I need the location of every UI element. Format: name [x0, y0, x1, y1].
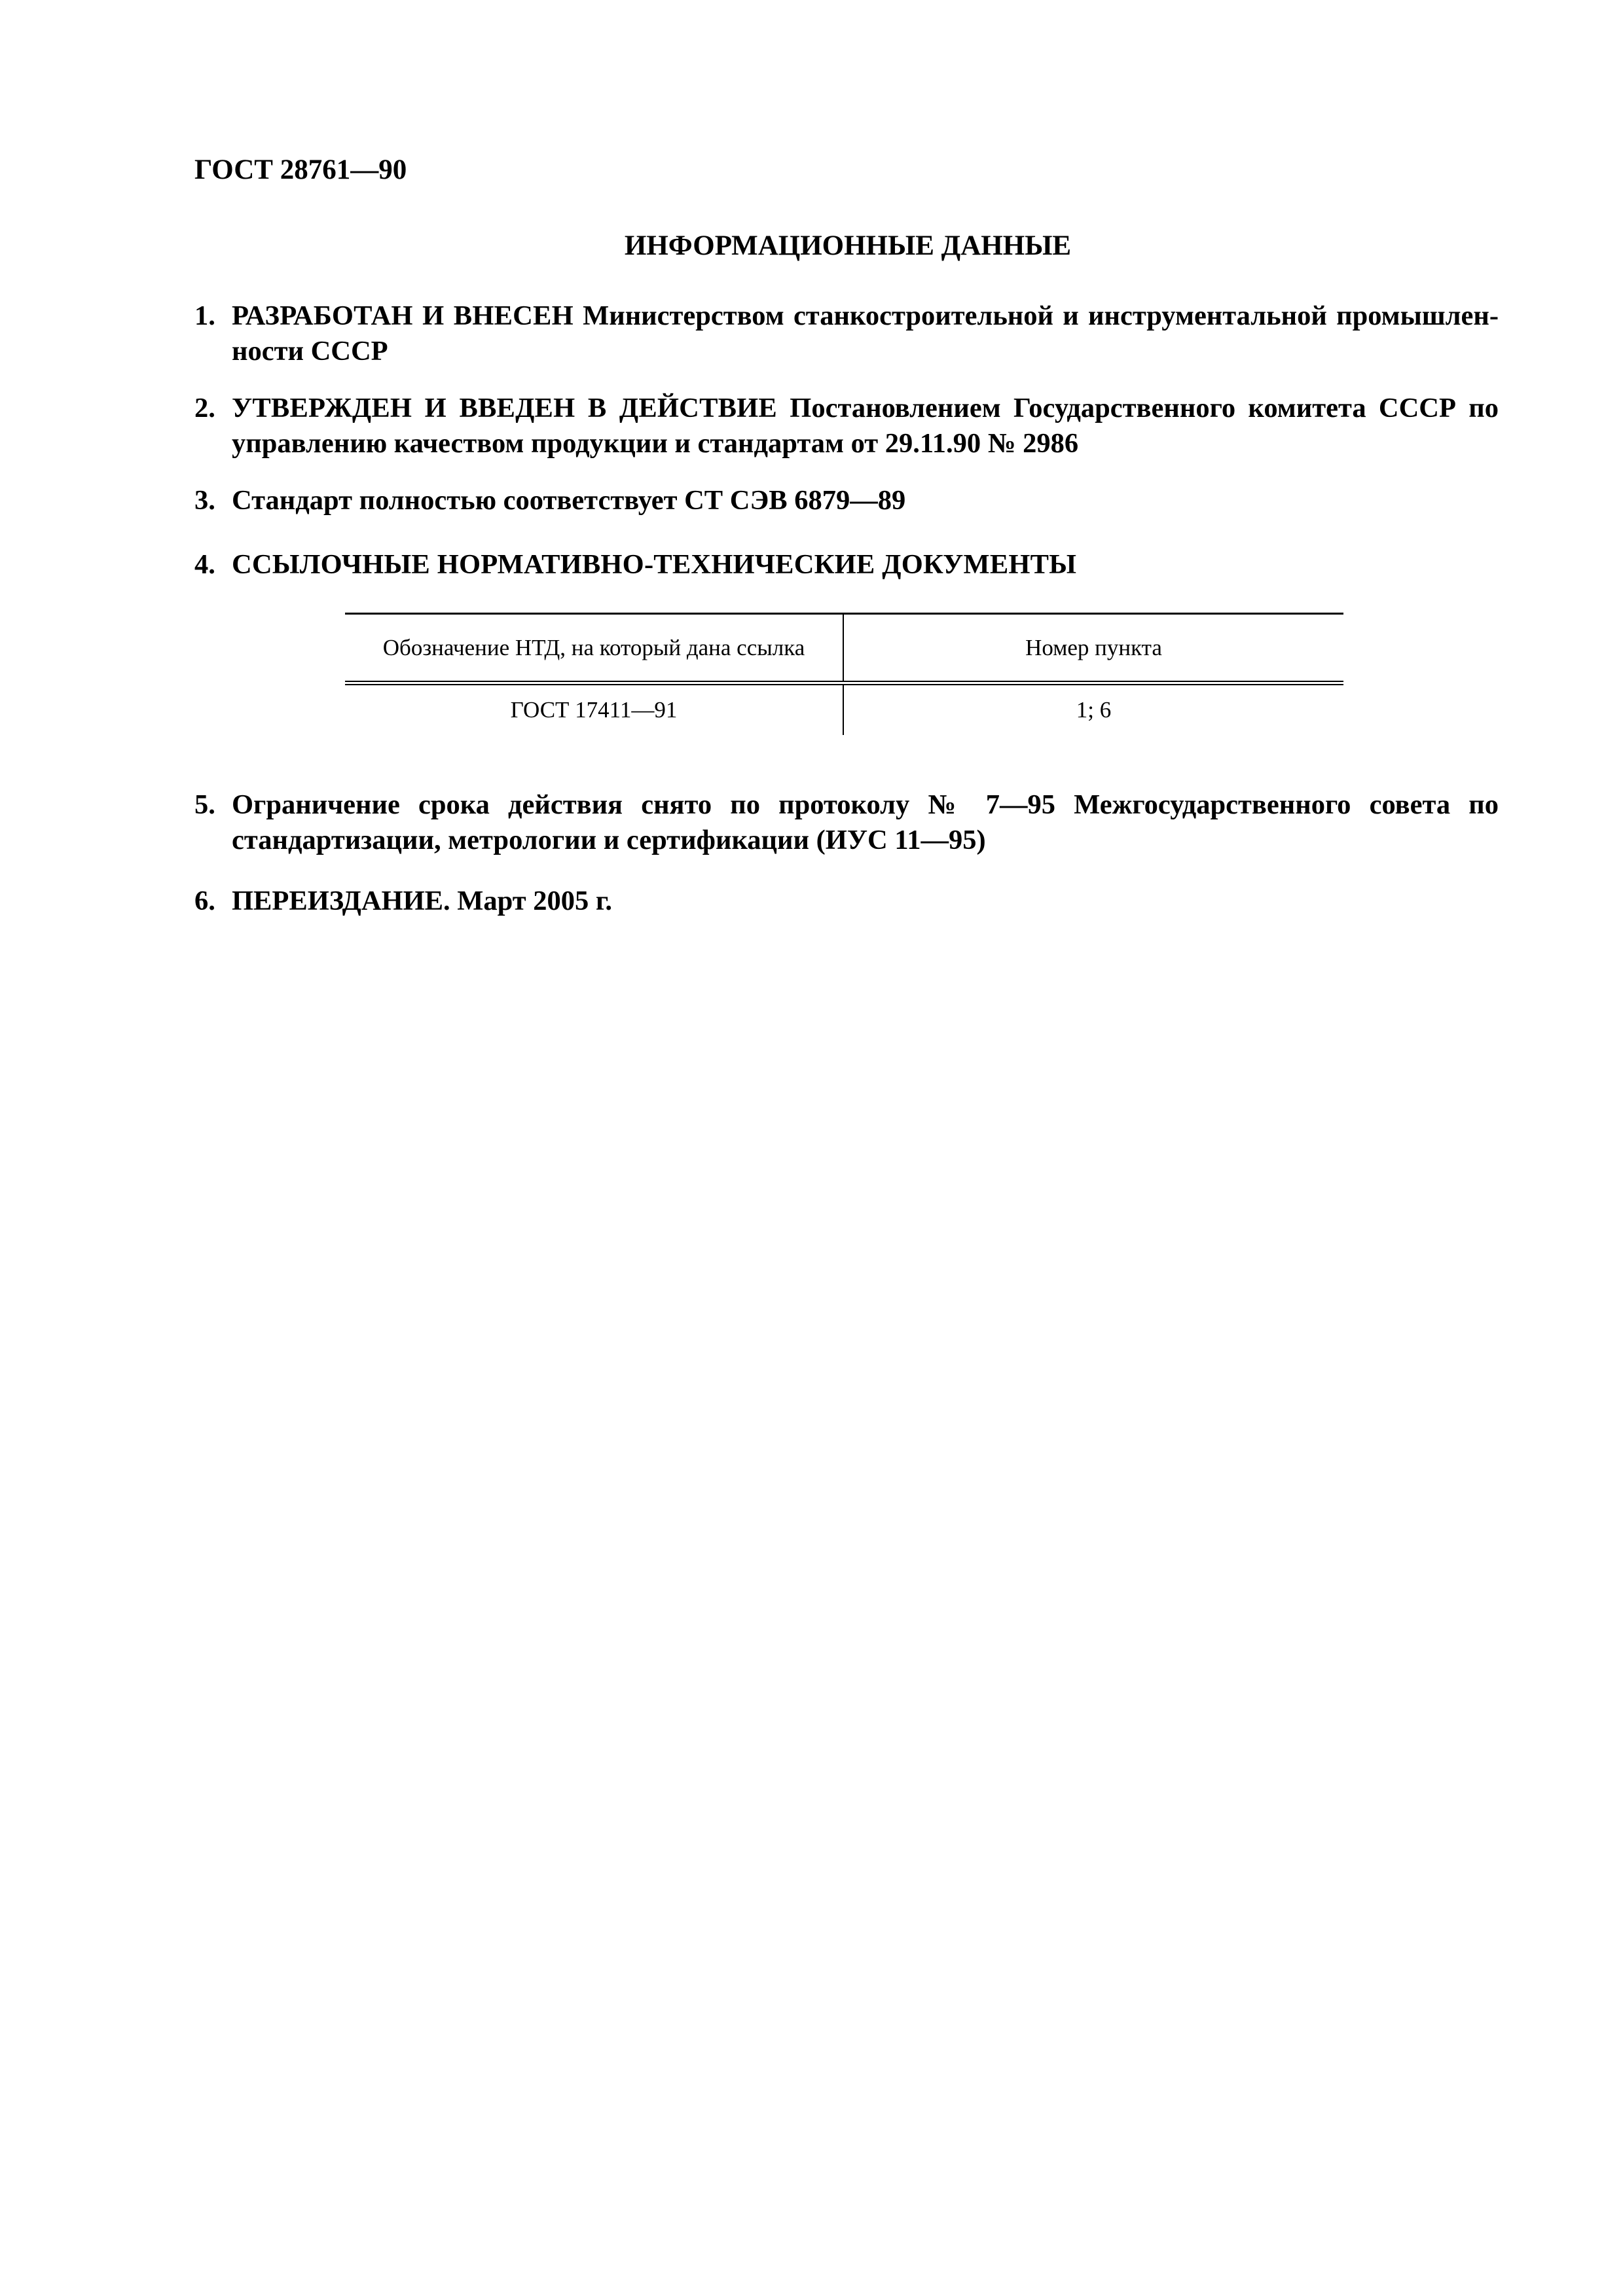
document-code: ГОСТ 28761—90 [194, 154, 407, 185]
item-line: стандартизации, метрологии и сертификации (ИУС 11—95) [232, 825, 986, 855]
list-item-6 [194, 884, 1499, 919]
item-number: 3. [194, 485, 215, 516]
item-number: 5. [194, 789, 215, 820]
item-number: 6. [194, 886, 215, 916]
table-row [345, 683, 1343, 736]
item-text: ССЫЛОЧНЫЕ НОРМАТИВНО-ТЕХНИЧЕСКИЕ ДОКУМЕНТЫ [232, 549, 1077, 580]
item-line: Ограничение срока действия снято по протоколу № 7—95 Межгосударственного совета по [232, 789, 1499, 820]
table-cell-document: ГОСТ 17411—91 [345, 683, 843, 736]
table-cell-clause-number: 1; 6 [1076, 697, 1112, 723]
item-line [232, 298, 1499, 334]
column-header-document: Обозначение НТД, на который дана ссылка [345, 614, 843, 683]
item-line [232, 391, 1499, 426]
item-line: управлению качеством продукции и стандартам от 29.11.90 № 2986 [232, 428, 1079, 459]
item-lead: УТВЕРЖДЕН И ВВЕДЕН В ДЕЙСТВИЕ [232, 393, 777, 423]
list-item-4 [194, 547, 1499, 583]
item-number: 1. [194, 300, 215, 331]
item-body [232, 391, 1499, 461]
item-text: Министерством станкостроительной и инструментальной промышлен- [583, 300, 1499, 331]
item-number: 2. [194, 393, 215, 423]
table-header-row [345, 614, 1343, 683]
reference-documents-table [345, 613, 1343, 735]
item-body [232, 787, 1499, 858]
list-item-3 [194, 483, 1499, 518]
item-text: ПЕРЕИЗДАНИЕ. Март 2005 г. [232, 886, 612, 916]
item-body [232, 298, 1499, 369]
item-text: Постановлением Государственного комитета СССР по [790, 393, 1499, 423]
item-number: 4. [194, 549, 215, 580]
item-text: Стандарт полностью соответствует СТ СЭВ 6879—89 [232, 485, 906, 516]
list-item-5 [194, 787, 1499, 858]
list-item-1 [194, 298, 1499, 369]
document-title: ИНФОРМАЦИОННЫЕ ДАННЫЕ [624, 230, 1072, 261]
item-line: ности СССР [232, 336, 388, 367]
item-lead: РАЗРАБОТАН И ВНЕСЕН [232, 300, 574, 331]
column-header-clause-number: Номер пункта [843, 614, 1343, 683]
list-item-2 [194, 391, 1499, 461]
